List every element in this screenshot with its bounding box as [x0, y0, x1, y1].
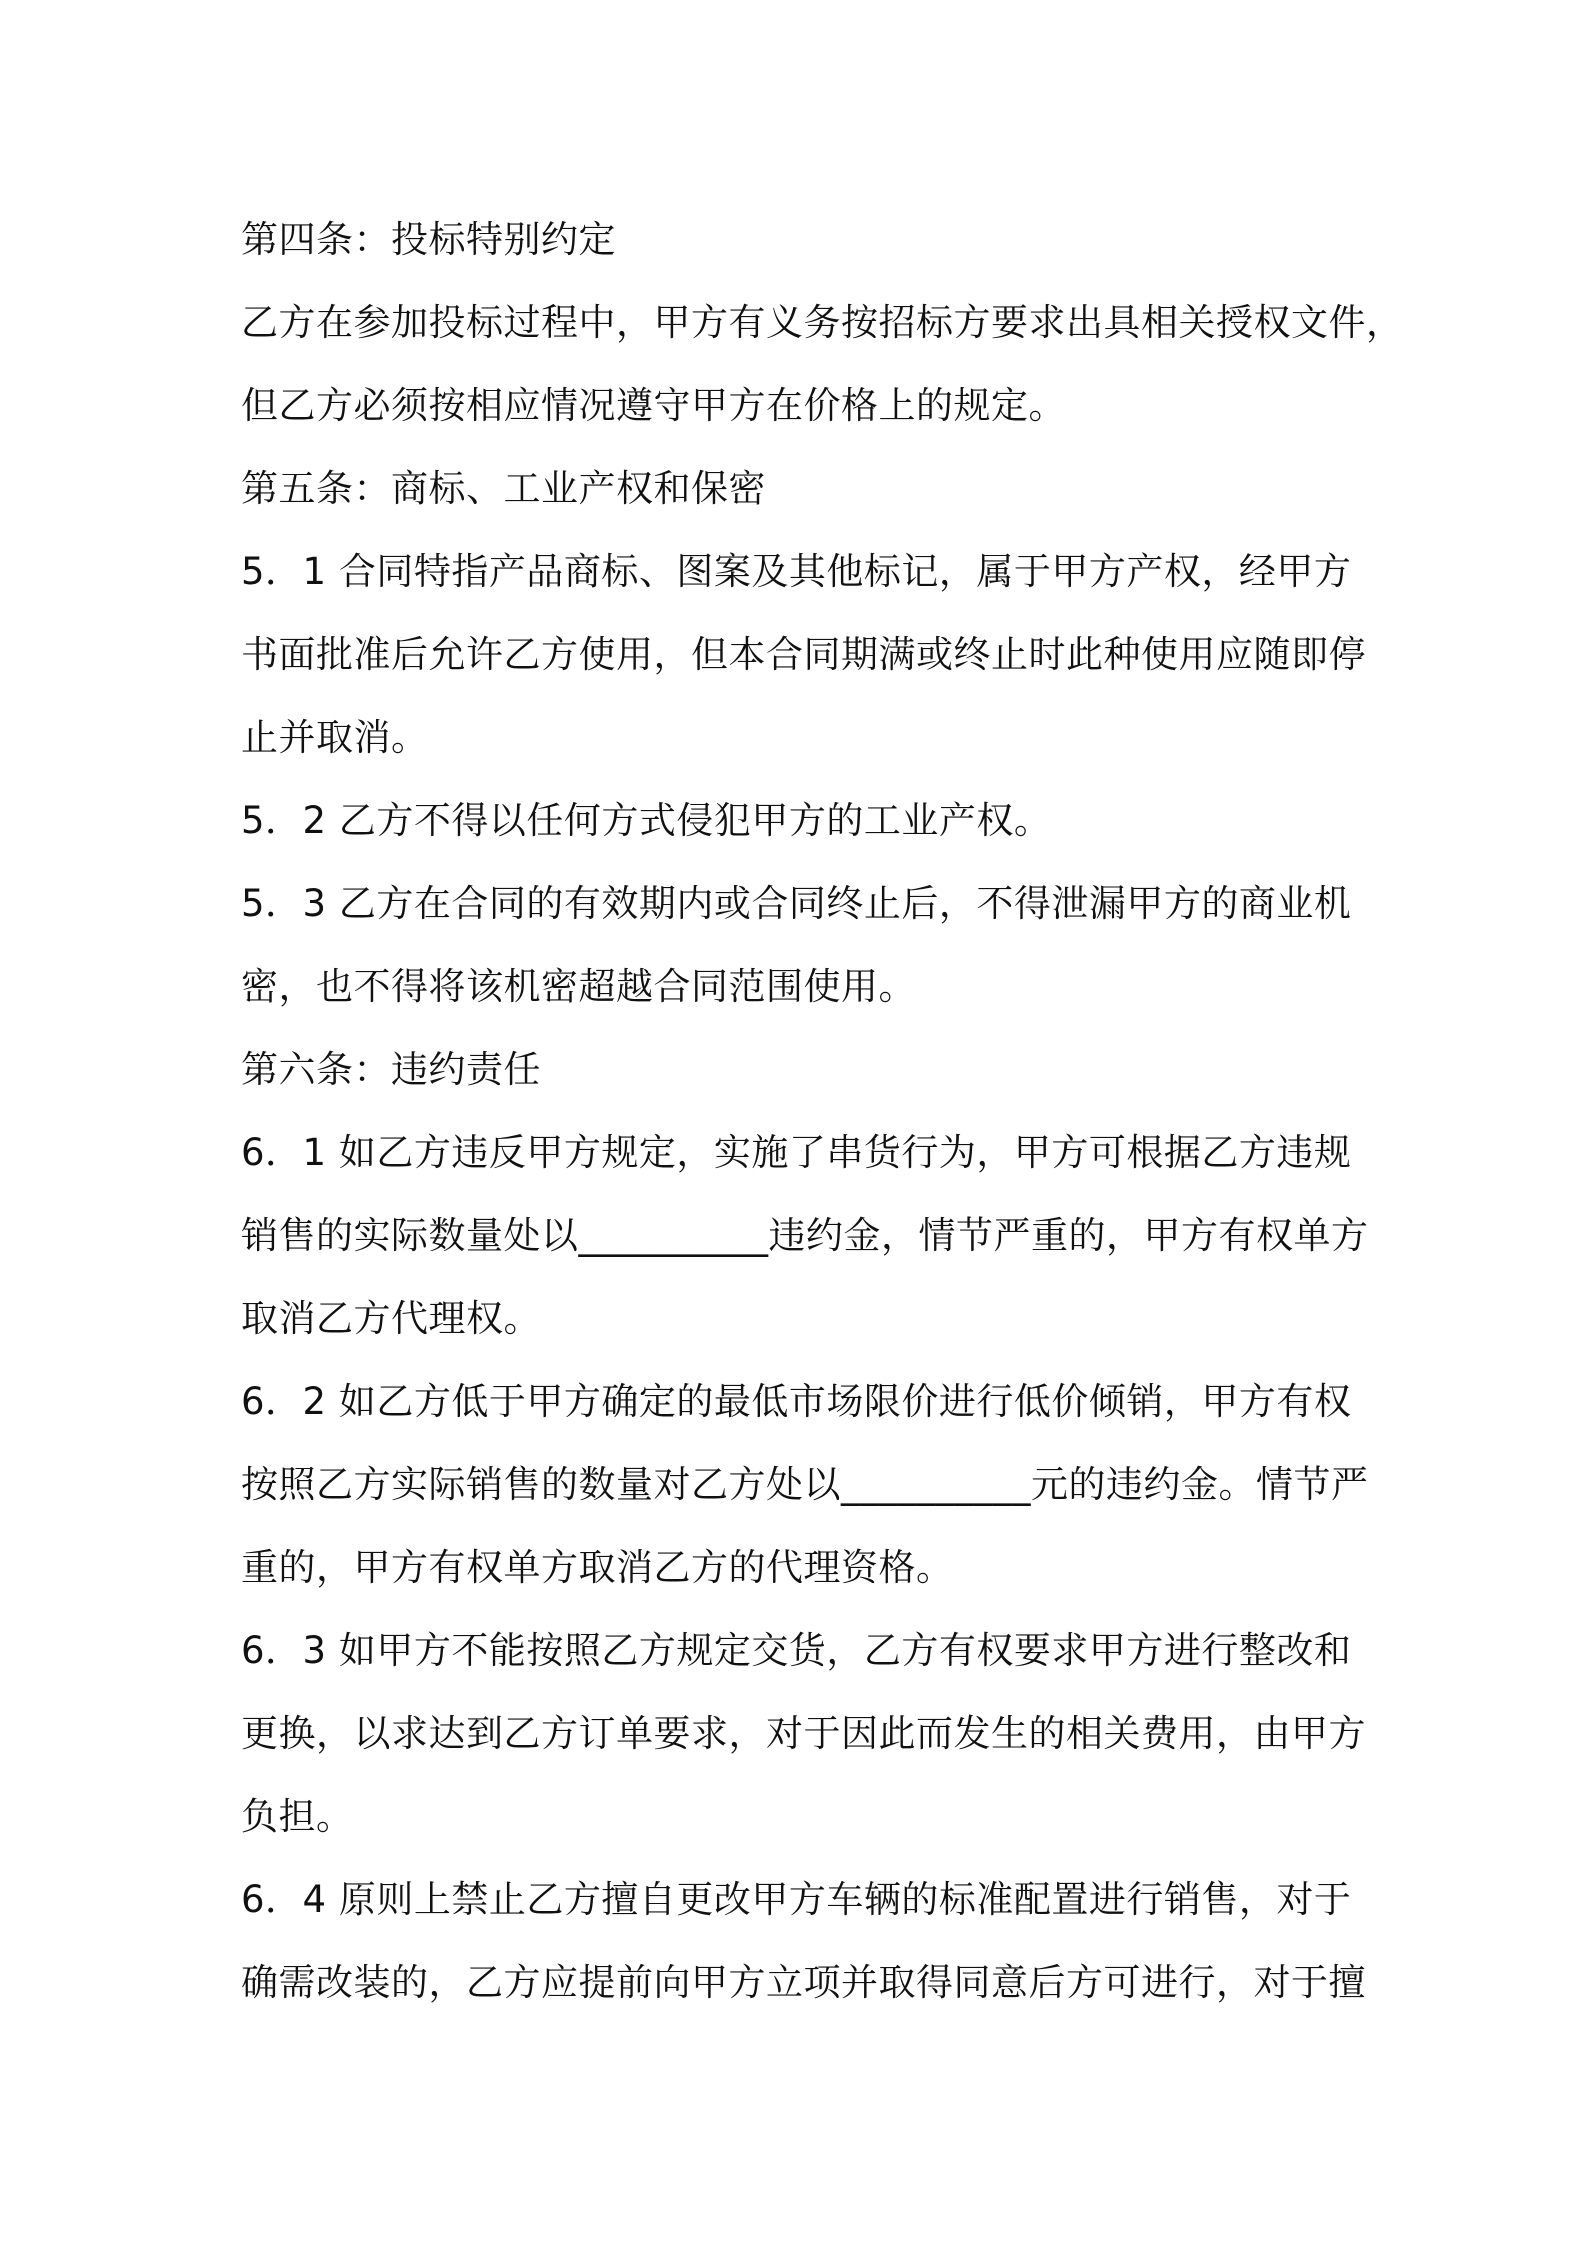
clause-5-1-line: 止并取消。 [241, 716, 429, 759]
clause-6-3-line: 负担。 [241, 1795, 354, 1838]
clause-6-1-line: 销售的实际数量处以__________违约金，情节严重的，甲方有权单方 [241, 1214, 1369, 1257]
article-5-heading: 第五条：商标、工业产权和保密 [241, 467, 766, 510]
clause-6-1-line: 取消乙方代理权。 [241, 1297, 541, 1340]
clause-6-4-line: 6．4 原则上禁止乙方擅自更改甲方车辆的标准配置进行销售，对于 [241, 1878, 1352, 1921]
clause-5-1-line: 5．1 合同特指产品商标、图案及其他标记，属于甲方产权，经甲方 [241, 550, 1352, 593]
document-body [241, 198, 1404, 2024]
clause-5-2-line: 5．2 乙方不得以任何方式侵犯甲方的工业产权。 [241, 799, 1052, 842]
clause-6-1-line: 6．1 如乙方违反甲方规定，实施了串货行为，甲方可根据乙方违规 [241, 1131, 1352, 1174]
clause-6-4-line: 确需改装的，乙方应提前向甲方立项并取得同意后方可进行，对于擅 [241, 1961, 1366, 2004]
clause-6-2-line: 重的，甲方有权单方取消乙方的代理资格。 [241, 1546, 954, 1589]
clause-6-3-line: 6．3 如甲方不能按照乙方规定交货，乙方有权要求甲方进行整改和 [241, 1629, 1352, 1672]
article-4-heading: 第四条：投标特别约定 [241, 218, 616, 261]
clause-5-1-line: 书面批准后允许乙方使用，但本合同期满或终止时此种使用应随即停 [241, 633, 1366, 676]
article-6-heading: 第六条：违约责任 [241, 1048, 541, 1091]
clause-6-3-line: 更换，以求达到乙方订单要求，对于因此而发生的相关费用，由甲方 [241, 1712, 1366, 1755]
clause-5-3-line: 密，也不得将该机密超越合同范围使用。 [241, 965, 916, 1008]
clause-6-2-line: 6．2 如乙方低于甲方确定的最低市场限价进行低价倾销，甲方有权 [241, 1380, 1352, 1423]
paragraph-line: 但乙方必须按相应情况遵守甲方在价格上的规定。 [241, 384, 1066, 427]
clause-5-3-line: 5．3 乙方在合同的有效期内或合同终止后，不得泄漏甲方的商业机 [241, 882, 1352, 925]
paragraph-line: 乙方在参加投标过程中，甲方有义务按招标方要求出具相关授权文件， [241, 301, 1404, 344]
clause-6-2-line: 按照乙方实际销售的数量对乙方处以__________元的违约金。情节严 [241, 1463, 1369, 1506]
